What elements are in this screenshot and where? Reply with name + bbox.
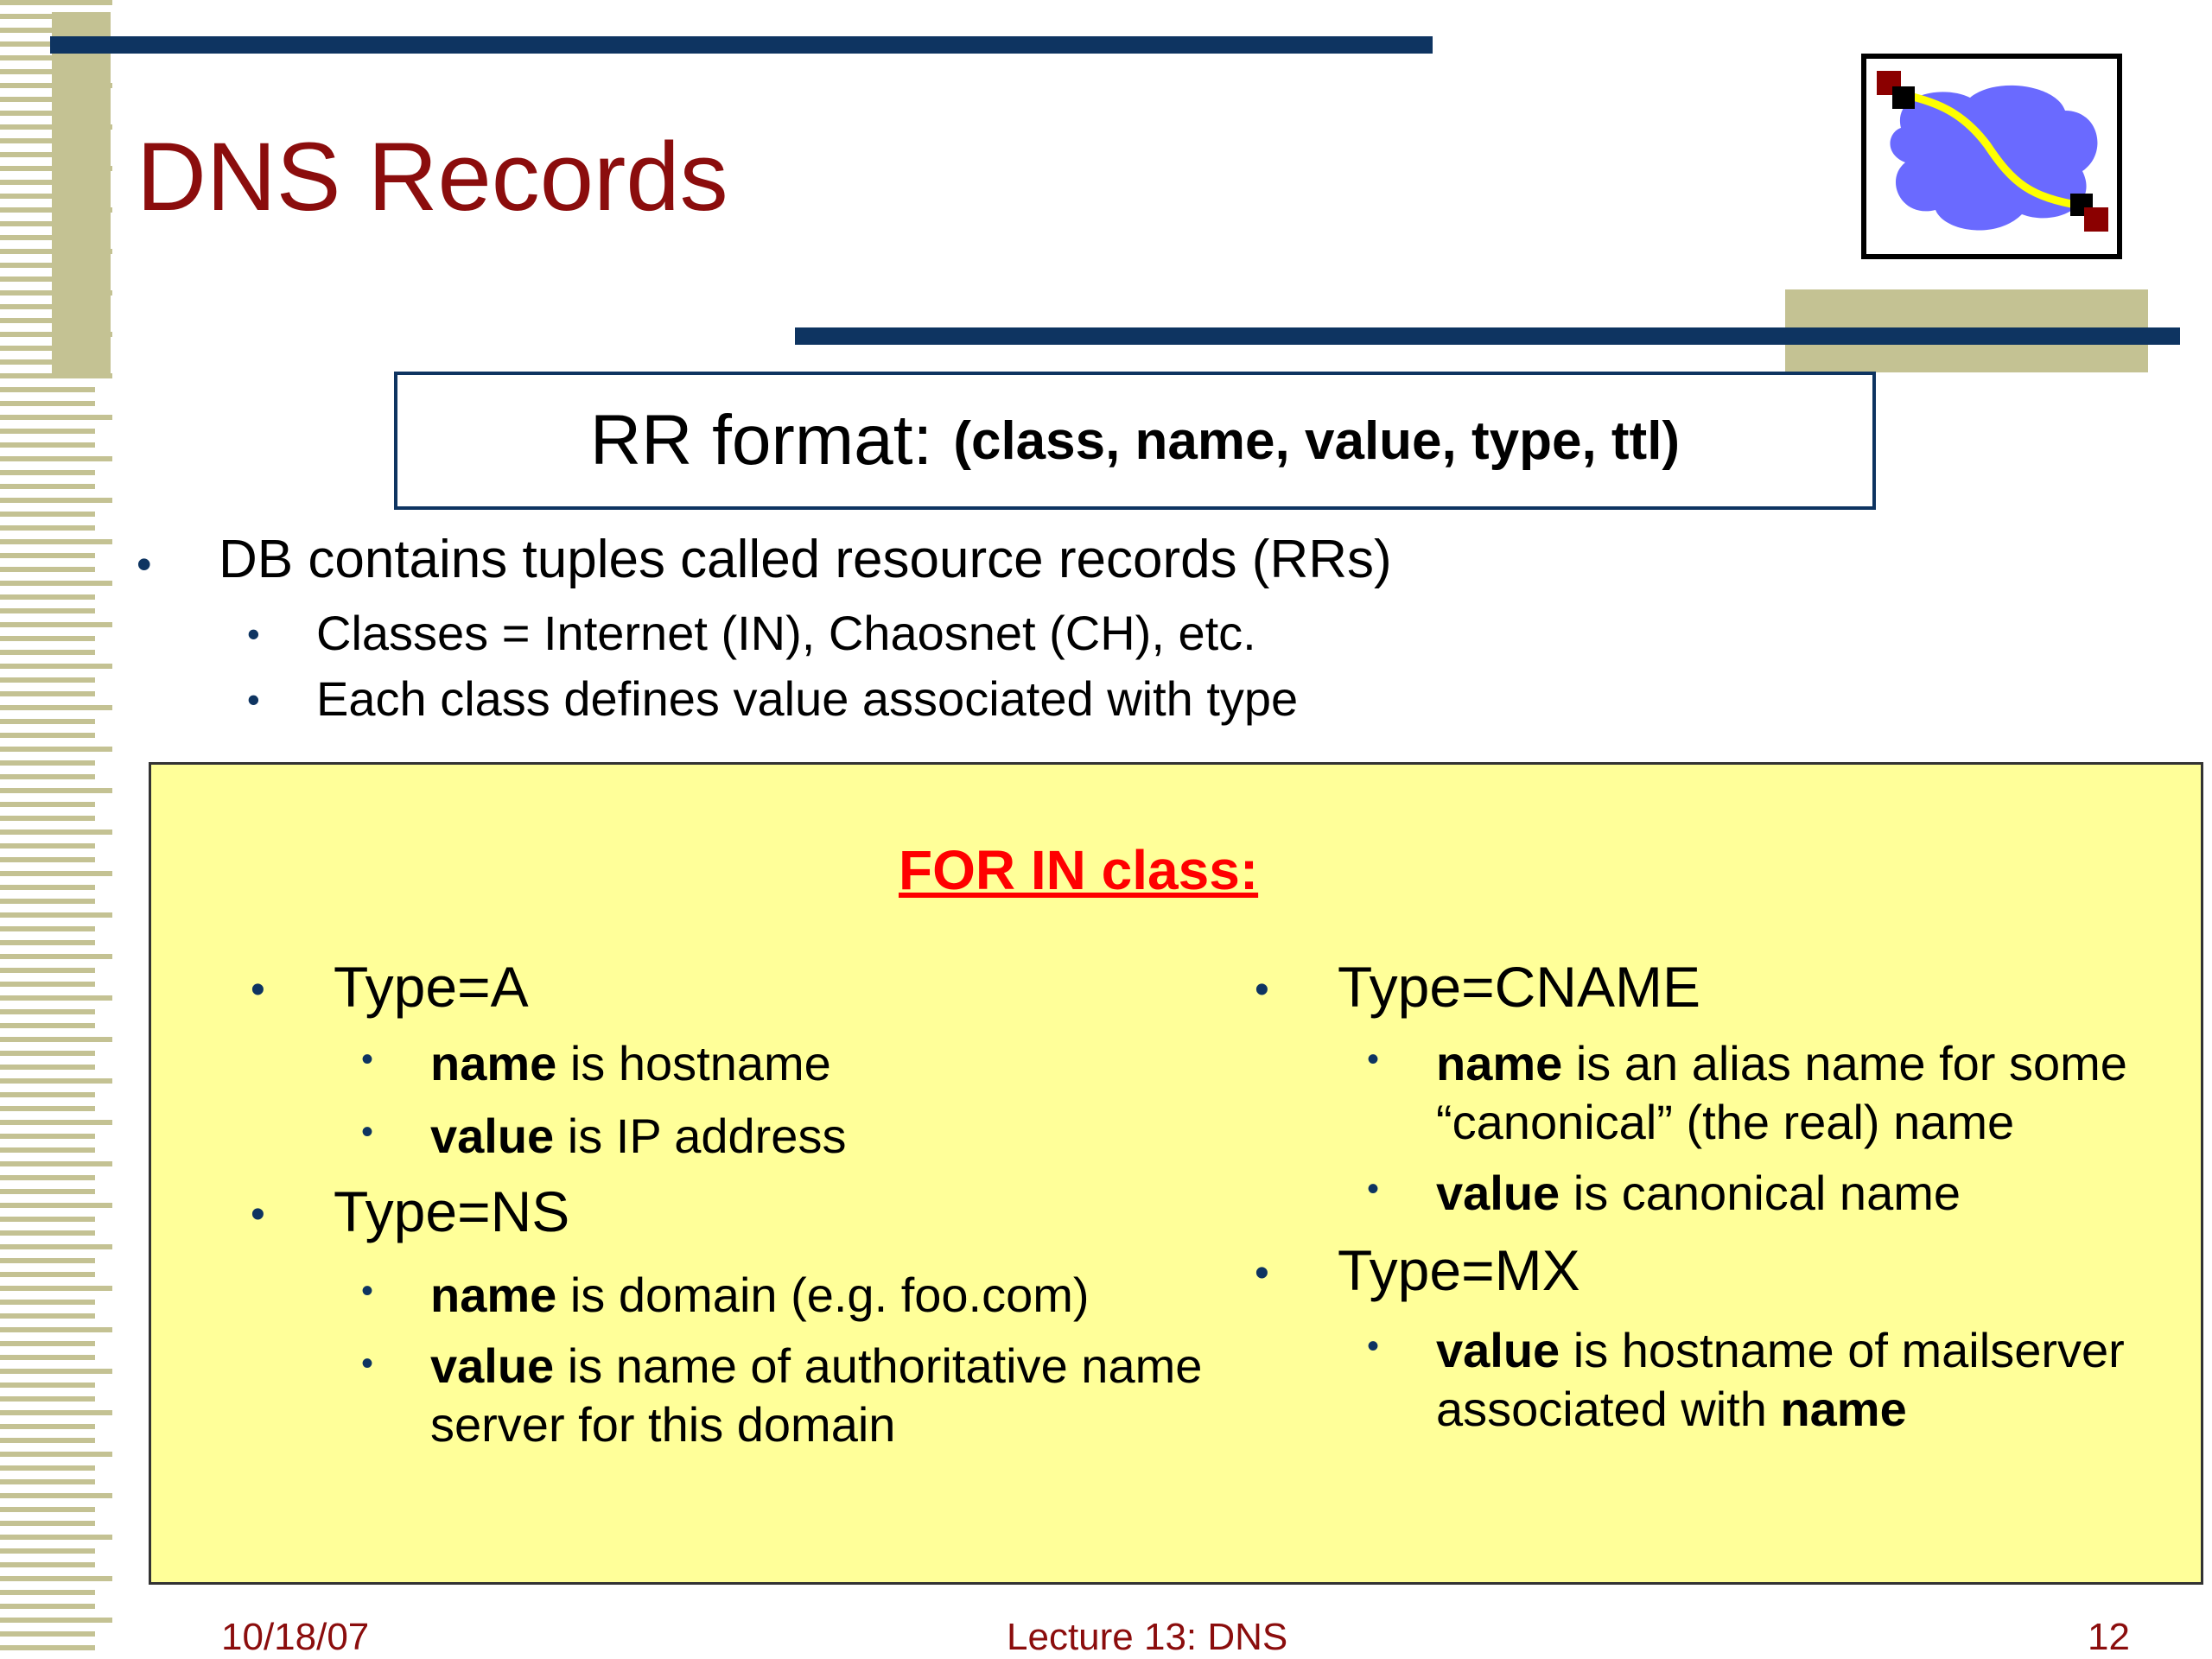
bullet-icon: • xyxy=(1367,1040,1380,1078)
stripe-line xyxy=(0,622,112,627)
in-class-heading: FOR IN class: xyxy=(899,839,1259,901)
name-term: name xyxy=(430,1036,557,1090)
stripe-line xyxy=(0,885,95,890)
stripe-line xyxy=(0,802,95,807)
value-desc: is hostname of mailserver xyxy=(1560,1323,2125,1377)
stripe-line xyxy=(0,816,95,821)
stripe-line xyxy=(0,1548,95,1554)
type-ns-value xyxy=(430,1338,1202,1394)
name-desc: is domain (e.g. foo.com) xyxy=(556,1268,1090,1322)
stripe-line xyxy=(0,608,95,613)
stripe-line xyxy=(0,484,95,489)
stripe-line xyxy=(0,733,95,738)
type-a-name xyxy=(430,1035,831,1091)
stripe-line xyxy=(0,1618,112,1623)
rr-format-label: RR format: xyxy=(589,401,933,480)
stripe-line xyxy=(0,456,112,461)
bullet-icon: • xyxy=(247,613,260,654)
stripe-line xyxy=(0,567,95,572)
sub-bullet: Classes = Internet (IN), Chaosnet (CH), etc. xyxy=(316,606,1256,660)
bullet-icon: • xyxy=(1367,1170,1380,1208)
stripe-line xyxy=(0,1631,95,1637)
stripe-line xyxy=(0,387,95,392)
stripe-line xyxy=(0,1009,95,1014)
stripe-line xyxy=(0,1521,95,1526)
stripe-line xyxy=(0,995,112,1001)
value-term: value xyxy=(1436,1166,1560,1220)
type-cname-name xyxy=(1436,1035,2127,1091)
sub-bullet: Each class defines value associated with type xyxy=(316,671,1299,726)
stripe-line xyxy=(0,594,95,600)
stripe-line xyxy=(0,871,112,876)
bullet-icon: • xyxy=(1255,967,1269,1013)
stripe-line xyxy=(0,373,112,378)
stripe-line xyxy=(0,1134,95,1139)
left-accent-bar xyxy=(52,12,111,373)
stripe-line xyxy=(0,747,112,752)
stripe-line xyxy=(0,1327,112,1332)
bullet-icon: • xyxy=(247,679,260,720)
mid-rule xyxy=(795,327,2180,345)
rr-format-fields: (class, name, value, type, ttl) xyxy=(953,410,1681,471)
value-desc-cont: associated with xyxy=(1436,1382,1781,1436)
stripe-line xyxy=(0,1313,95,1319)
stripe-line xyxy=(0,1106,95,1111)
stripe-line xyxy=(0,1507,95,1512)
stripe-line xyxy=(0,512,95,517)
stripe-line xyxy=(0,581,112,586)
value-desc: is name of authoritative name xyxy=(554,1338,1203,1393)
stripe-line xyxy=(0,940,95,945)
bullet-icon: • xyxy=(361,1272,374,1310)
value-term: value xyxy=(430,1109,555,1163)
top-rule xyxy=(50,36,1433,54)
value-term: value xyxy=(1436,1323,1560,1377)
stripe-line xyxy=(0,1369,112,1374)
stripe-line xyxy=(0,650,95,655)
stripe-line xyxy=(0,1258,95,1263)
footer-lecture: Lecture 13: DNS xyxy=(1007,1616,1288,1658)
bullet-icon: • xyxy=(137,540,152,588)
stripe-line xyxy=(0,1175,95,1180)
stripe-line xyxy=(0,1203,112,1208)
stripe-line xyxy=(0,843,95,849)
stripe-line xyxy=(0,1161,112,1166)
stripe-line xyxy=(0,442,95,448)
stripe-line xyxy=(0,705,112,710)
stripe-line xyxy=(0,1092,95,1097)
name-desc: is hostname xyxy=(556,1036,831,1090)
type-mx-label: Type=MX xyxy=(1338,1238,1580,1302)
stripe-line xyxy=(0,1230,95,1236)
stripe-line xyxy=(0,1300,95,1305)
type-mx-value-cont xyxy=(1436,1381,1907,1437)
stripe-line xyxy=(0,1424,95,1429)
stripe-line xyxy=(0,1217,95,1222)
stripe-line xyxy=(0,429,95,434)
type-ns-name xyxy=(430,1267,1090,1323)
type-mx-value xyxy=(1436,1322,2125,1378)
stripe-line xyxy=(0,0,112,5)
name-term: name xyxy=(1436,1036,1563,1090)
stripe-line xyxy=(0,691,95,696)
stripe-line xyxy=(0,1051,95,1056)
stripe-line xyxy=(0,539,112,544)
rr-format-box xyxy=(394,372,1876,510)
stripe-line xyxy=(0,1355,95,1360)
stripe-line xyxy=(0,1562,95,1567)
stripe-line xyxy=(0,926,95,931)
stripe-line xyxy=(0,1189,95,1194)
stripe-line xyxy=(0,401,95,406)
type-cname-label: Type=CNAME xyxy=(1338,955,1700,1019)
stripe-line xyxy=(0,525,95,531)
main-bullet: DB contains tuples called resource records (RRs) xyxy=(219,530,1392,589)
bullet-icon: • xyxy=(361,1040,374,1078)
stripe-line xyxy=(0,912,112,918)
value-desc: is IP address xyxy=(554,1109,847,1163)
stripe-line xyxy=(0,1452,112,1457)
bullet-icon: • xyxy=(361,1344,374,1382)
bullet-icon: • xyxy=(361,1113,374,1151)
stripe-line xyxy=(0,857,95,862)
stripe-line xyxy=(0,498,112,503)
stripe-line xyxy=(0,788,112,793)
stripe-line xyxy=(0,1147,95,1153)
stripe-line xyxy=(0,415,112,420)
stripe-line xyxy=(0,954,112,959)
stripe-line xyxy=(0,1465,95,1471)
stripe-line xyxy=(0,664,112,669)
stripe-line xyxy=(0,830,112,835)
stripe-line xyxy=(0,636,95,641)
network-cloud-path-icon xyxy=(1861,54,2122,259)
stripe-line xyxy=(0,1341,95,1346)
stripe-line xyxy=(0,1120,112,1125)
stripe-line xyxy=(0,1576,112,1581)
stripe-line xyxy=(0,553,95,558)
stripe-line xyxy=(0,1286,112,1291)
footer-page-number: 12 xyxy=(2088,1616,2130,1658)
stripe-line xyxy=(0,677,95,683)
stripe-line xyxy=(0,1645,95,1650)
stripe-line xyxy=(0,899,95,904)
stripe-line xyxy=(0,1272,95,1277)
value-term: value xyxy=(430,1338,555,1393)
stripe-line xyxy=(0,1078,112,1084)
type-ns-label: Type=NS xyxy=(334,1179,570,1243)
bullet-icon: • xyxy=(251,1192,265,1237)
stripe-line xyxy=(0,1535,112,1540)
stripe-line xyxy=(0,1438,95,1443)
bullet-icon: • xyxy=(251,967,265,1013)
stripe-line xyxy=(0,1604,95,1609)
stripe-line xyxy=(0,1410,112,1415)
type-a-label: Type=A xyxy=(334,955,529,1019)
type-a-value xyxy=(430,1108,846,1164)
stripe-line xyxy=(0,982,95,987)
bullet-icon: • xyxy=(1255,1250,1269,1296)
value-desc: is canonical name xyxy=(1560,1166,1961,1220)
name-desc: is an alias name for some xyxy=(1562,1036,2127,1090)
stripe-line xyxy=(0,1023,95,1028)
stripe-line xyxy=(0,1479,95,1484)
slide-title: DNS Records xyxy=(137,123,728,231)
stripe-line xyxy=(0,1382,95,1388)
stripe-line xyxy=(0,1493,112,1498)
stripe-line xyxy=(0,774,95,779)
stripe-line xyxy=(0,1065,95,1070)
type-cname-name-cont: “canonical” (the real) name xyxy=(1436,1095,2015,1149)
bullet-icon: • xyxy=(1367,1327,1380,1365)
type-ns-value-cont: server for this domain xyxy=(430,1397,896,1452)
stripe-line xyxy=(0,1590,95,1595)
name-term: name xyxy=(1780,1382,1907,1436)
stripe-line xyxy=(0,1244,112,1249)
stripe-line xyxy=(0,968,95,973)
type-cname-value xyxy=(1436,1165,1961,1221)
stripe-line xyxy=(0,760,95,766)
stripe-line xyxy=(0,1037,112,1042)
name-term: name xyxy=(430,1268,557,1322)
stripe-line xyxy=(0,470,95,475)
stripe-line xyxy=(0,719,95,724)
footer-date: 10/18/07 xyxy=(221,1616,370,1658)
stripe-line xyxy=(0,1396,95,1402)
